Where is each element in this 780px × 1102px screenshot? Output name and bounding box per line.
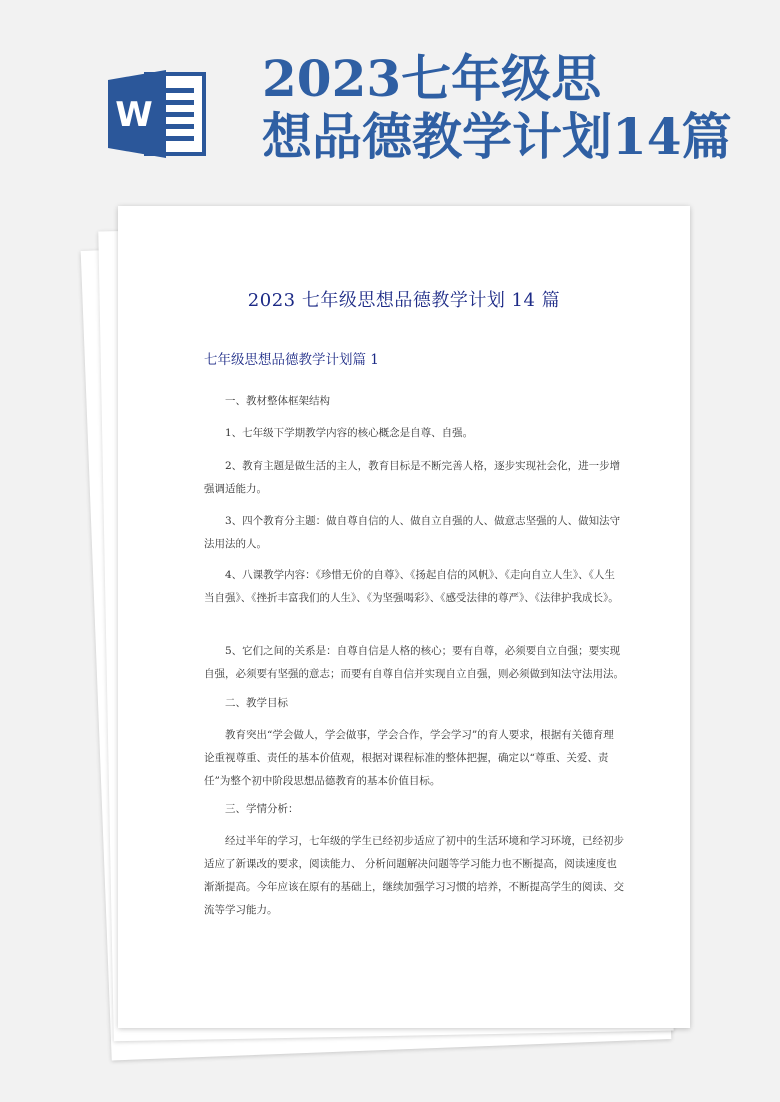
paragraph: 经过半年的学习，七年级的学生已经初步适应了初中的生活环境和学习环境，已经初步适应了新课改的要求，阅读能力、 分析问题解决问题等学习能力也不断提高，阅读速度也渐渐提高。今年应该在原有的基础上，继续加强学习习惯的培养，不断提高学生的阅读、交流等学习能力。 bbox=[204, 835, 624, 916]
paragraph: 一、教材整体框架结构 bbox=[225, 395, 330, 407]
paragraph: 二、教学目标 bbox=[225, 697, 288, 709]
paragraph: 4、八课教学内容：《珍惜无价的自尊》、《扬起自信的风帆》、《走向自立人生》、《人生当自强》、《挫折丰富我们的人生》、《为坚强喝彩》、《感受法律的尊严》、《法律护我成长》。 bbox=[204, 569, 619, 604]
svg-text:W: W bbox=[115, 95, 153, 135]
paragraph: 2、教育主题是做生活的主人，教育目标是不断完善人格，逐步实现社会化，进一步增强调适能力。 bbox=[204, 460, 621, 495]
paragraph: 5、它们之间的关系是：自尊自信是人格的核心；要有自尊，必须要自立自强；要实现自强，必须要有坚强的意志；而要有自尊自信并实现自立自强，则必须做到知法守法用法。 bbox=[204, 645, 624, 680]
document-title: 2023 七年级思想品德教学计划 14 篇 bbox=[247, 290, 561, 311]
word-doc-icon bbox=[108, 68, 208, 160]
paragraph: 教育突出“学会做人，学会做事，学会合作，学会学习”的育人要求，根据有关德育理论重视尊重、责任的基本价值观，根据对课程标准的整体把握，确定以“尊重、关爱、责任”为整个初中阶段思想品德教育的基本价值目标。 bbox=[204, 729, 614, 787]
paragraph: 1、七年级下学期教学内容的核心概念是自尊、自强。 bbox=[225, 427, 474, 439]
section-title: 七年级思想品德教学计划篇 1 bbox=[204, 352, 379, 368]
paragraph: 3、四个教育分主题：做自尊自信的人、做自立自强的人、做意志坚强的人、做知法守法用法的人。 bbox=[204, 515, 621, 550]
headline-line-1: 2023七年级思 bbox=[262, 49, 602, 108]
paragraph: 三、学情分析： bbox=[225, 803, 299, 815]
page-headline bbox=[262, 50, 762, 166]
headline-line-2: 想品德教学计划14篇 bbox=[262, 107, 732, 166]
document-page bbox=[118, 206, 690, 1028]
